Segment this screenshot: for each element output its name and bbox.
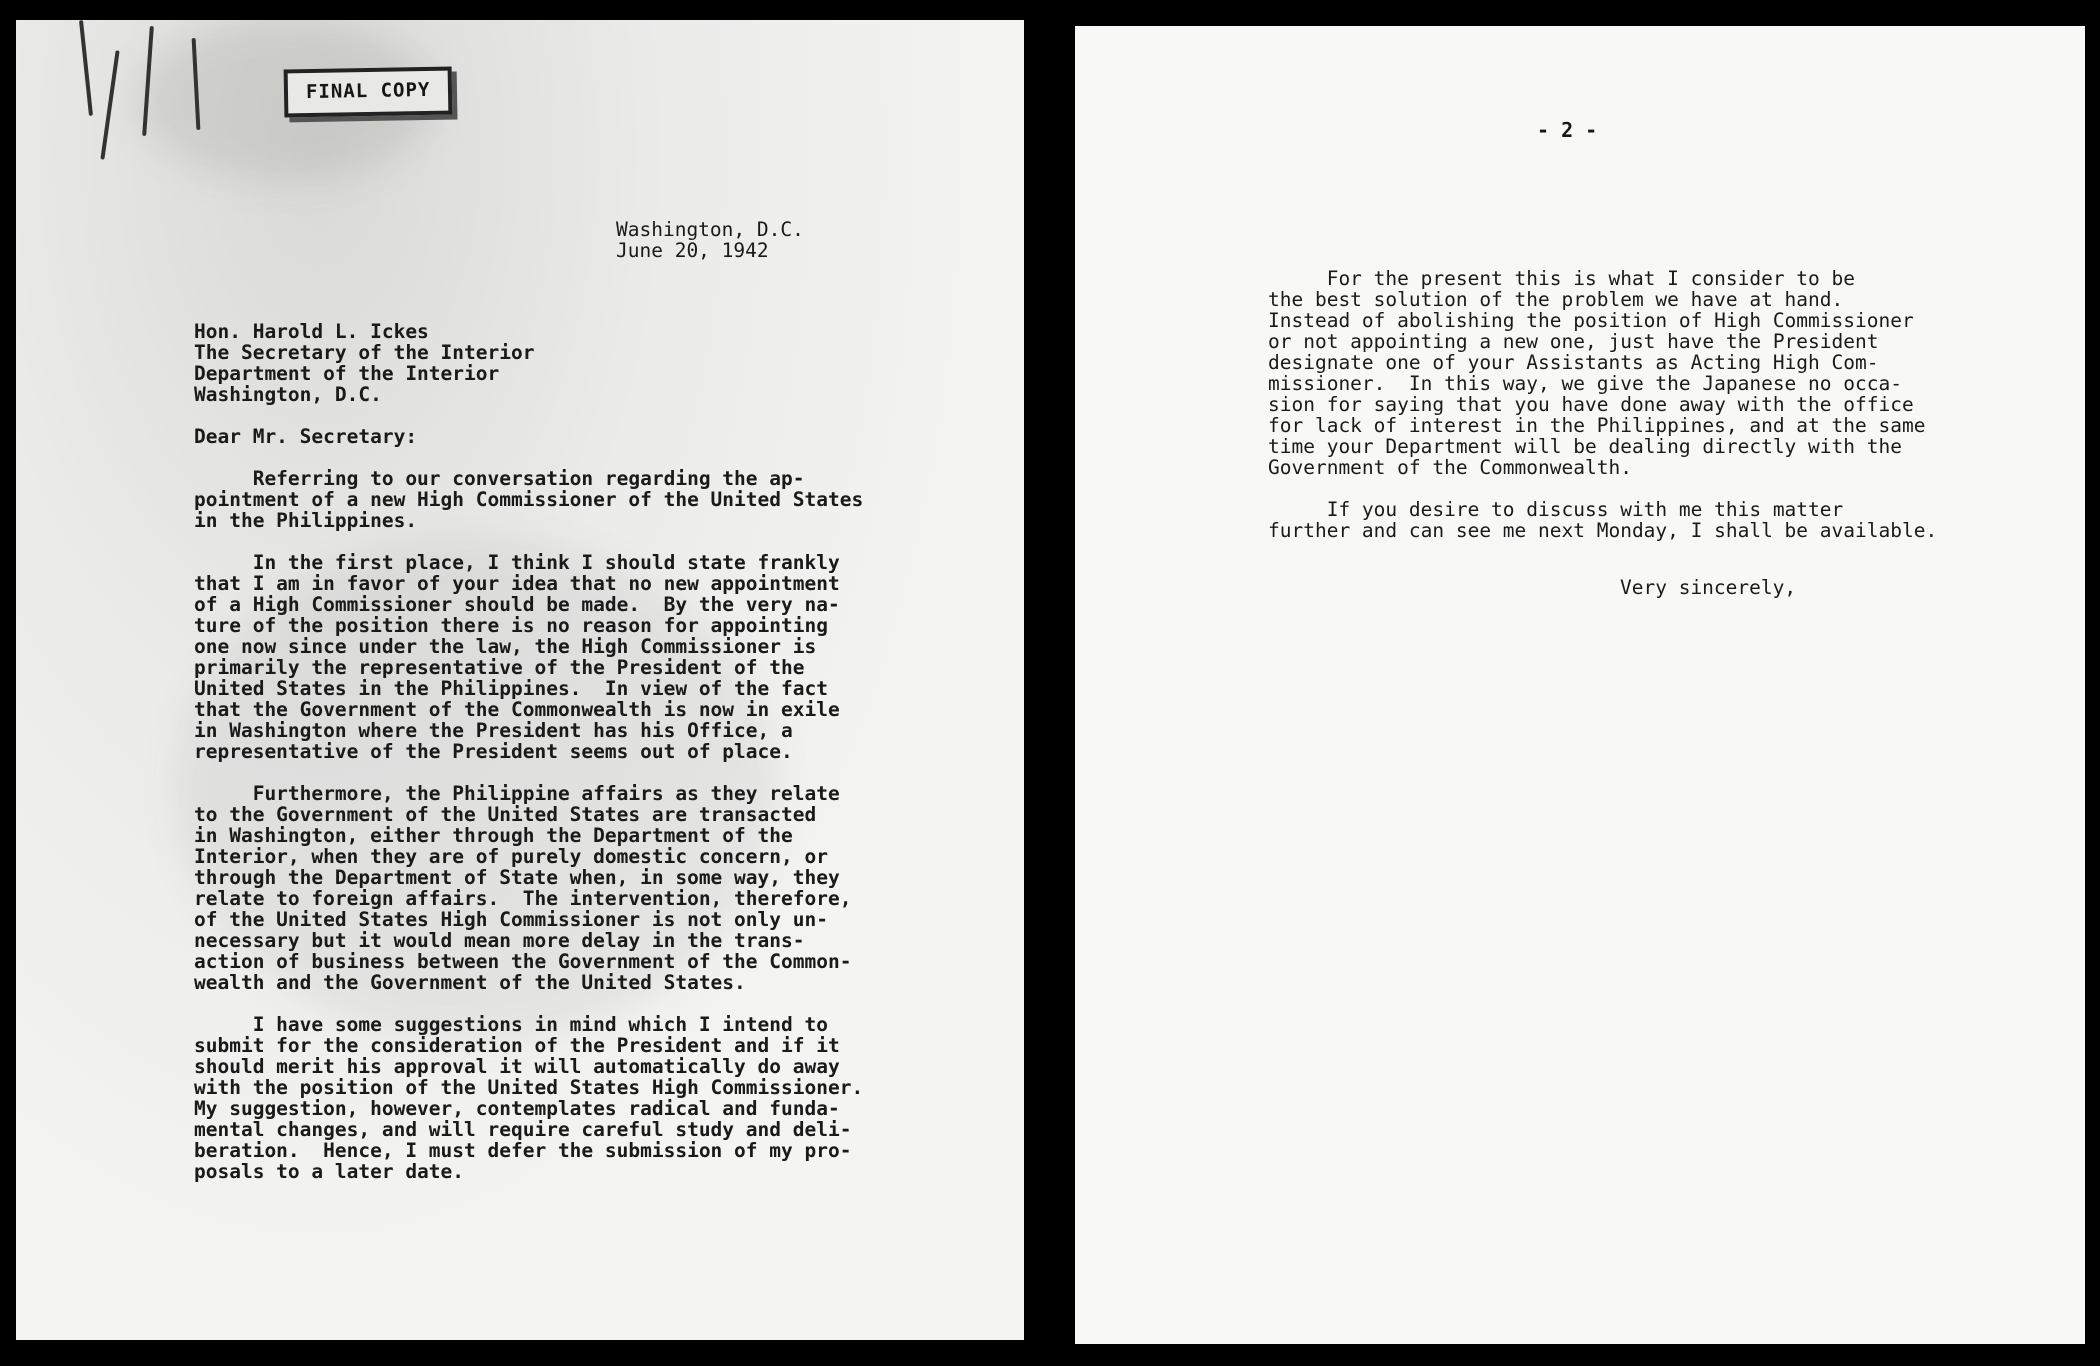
- paragraph-line: mental changes, and will require careful study and deli-: [194, 1118, 852, 1141]
- paperclip-mark: [79, 20, 93, 116]
- paragraph-line: Referring to our conversation regarding the ap-: [194, 467, 805, 490]
- paragraph-line: that the Government of the Commonwealth is now in exile: [194, 698, 840, 721]
- paragraph-line: My suggestion, however, contemplates radical and funda-: [194, 1097, 840, 1120]
- date-line: June 20, 1942: [616, 239, 769, 262]
- paragraph-line: submit for the consideration of the President and if it: [194, 1034, 840, 1057]
- paragraph-line: further and can see me next Monday, I shall be available.: [1268, 519, 1938, 542]
- paragraph-line: time your Department will be dealing directly with the: [1268, 435, 1902, 458]
- paragraph-line: United States in the Philippines. In view of the fact: [194, 677, 828, 700]
- paragraph-line: in the Philippines.: [194, 509, 418, 532]
- paperclip-mark: [100, 50, 119, 159]
- paragraph-line: that I am in favor of your idea that no new appointment: [194, 572, 840, 595]
- page-number: - 2 -: [1537, 118, 1598, 142]
- paragraph-line: to the Government of the United States are transacted: [194, 803, 817, 826]
- paragraph-line: one now since under the law, the High Commissioner is: [194, 635, 817, 658]
- paragraph-line: designate one of your Assistants as Acting High Com-: [1268, 351, 1879, 374]
- paragraph-line: If you desire to discuss with me this matter: [1268, 498, 1844, 521]
- paragraph-line: missioner. In this way, we give the Japanese no occa-: [1268, 372, 1902, 395]
- paragraph-line: pointment of a new High Commissioner of the United States: [194, 488, 864, 511]
- paragraph-line: in Washington where the President has his Office, a: [194, 719, 793, 742]
- paragraph-line: through the Department of State when, in some way, they: [194, 866, 840, 889]
- letter-page-1: [16, 20, 1024, 1340]
- paragraph-line: wealth and the Government of the United States.: [194, 971, 746, 994]
- paragraph-line: necessary but it would mean more delay in the trans-: [194, 929, 805, 952]
- paragraph-line: Furthermore, the Philippine affairs as they relate: [194, 782, 840, 805]
- paragraph-line: of a High Commissioner should be made. By the very na-: [194, 593, 840, 616]
- paragraph-line: primarily the representative of the President of the: [194, 656, 805, 679]
- paragraph-line: action of business between the Government of the Common-: [194, 950, 852, 973]
- paragraph-line: beration. Hence, I must defer the submission of my pro-: [194, 1139, 852, 1162]
- paragraph-line: for lack of interest in the Philippines, and at the same: [1268, 414, 1926, 437]
- paragraph-line: with the position of the United States High Commissioner.: [194, 1076, 864, 1099]
- paragraph-line: in Washington, either through the Department of the: [194, 824, 793, 847]
- paragraph-line: ture of the position there is no reason for appointing: [194, 614, 828, 637]
- address-line: Hon. Harold L. Ickes: [194, 320, 429, 343]
- paragraph-line: representative of the President seems out of place.: [194, 740, 793, 763]
- final-copy-stamp: FINAL COPY: [284, 67, 453, 118]
- address-line: Washington, D.C.: [194, 383, 382, 406]
- letter-page-2: [1075, 26, 2085, 1344]
- paragraph-line: the best solution of the problem we have at hand.: [1268, 288, 1844, 311]
- closing: Very sincerely,: [1620, 576, 1797, 599]
- address-line: The Secretary of the Interior: [194, 341, 535, 364]
- address-line: Department of the Interior: [194, 362, 500, 385]
- place-line: Washington, D.C.: [616, 218, 804, 241]
- paragraph-line: Instead of abolishing the position of High Commissioner: [1268, 309, 1914, 332]
- paragraph-line: or not appointing a new one, just have the President: [1268, 330, 1879, 353]
- paragraph-line: posals to a later date.: [194, 1160, 465, 1183]
- paragraph-line: relate to foreign affairs. The intervention, therefore,: [194, 887, 852, 910]
- paragraph-line: I have some suggestions in mind which I intend to: [194, 1013, 828, 1036]
- salutation: Dear Mr. Secretary:: [194, 425, 418, 448]
- paragraph-line: For the present this is what I consider to be: [1268, 267, 1855, 290]
- paragraph-line: Government of the Commonwealth.: [1268, 456, 1632, 479]
- paragraph-line: In the first place, I think I should state frankly: [194, 551, 840, 574]
- paragraph-line: sion for saying that you have done away with the office: [1268, 393, 1914, 416]
- paragraph-line: Interior, when they are of purely domestic concern, or: [194, 845, 828, 868]
- paragraph-line: of the United States High Commissioner is not only un-: [194, 908, 828, 931]
- paragraph-line: should merit his approval it will automatically do away: [194, 1055, 840, 1078]
